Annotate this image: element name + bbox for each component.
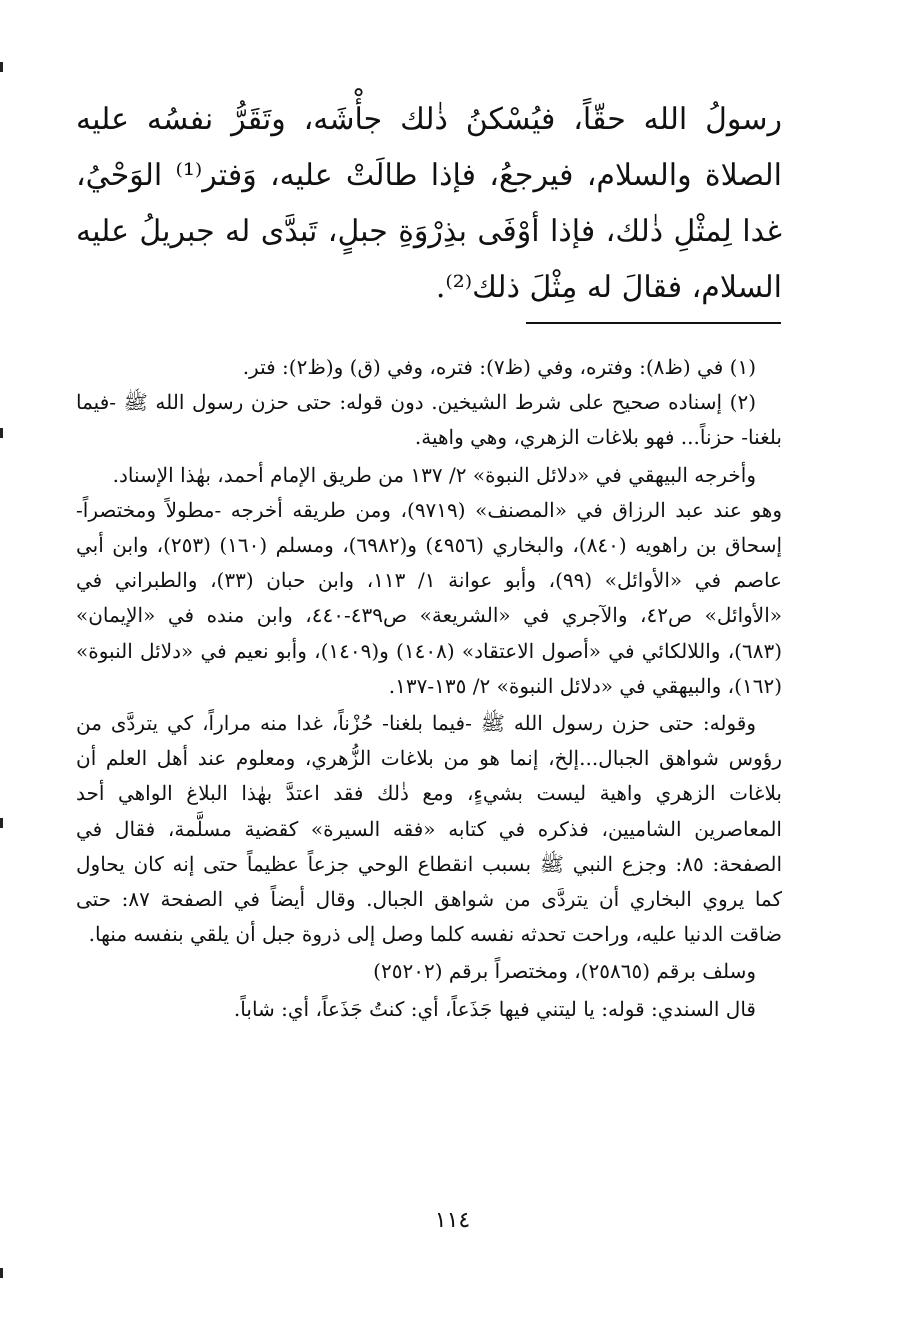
footnote-separator [526, 322, 781, 324]
footnote-2-sources: وهو عند عبد الرزاق في «المصنف» (٩٧١٩)، ومن طريقه أخرجه -مطولاً ومختصراً- إسحاق بن راهويه (٨٤٠)، والبخاري (٤٩٥٦) و(٦٩٨٢)، ومسلم (١٦٠) (٢٥٣)، وابن أبي عاصم في «الأوائل» (٩٩)، وأبو عوانة ١/ ١١٣، وابن حبان (٣٣)، والطبراني في «الأوائل» ص٤٢، والآجري في «الشريعة» ص٤٣٩-٤٤٠، وابن منده في «الإيمان» (٦٨٣)، واللالكائي في «أصول الاعتقاد» (١٤٠٨) و(١٤٠٩)، وأبو نعيم في «دلائل النبوة» (١٦٢)، والبيهقي في «دلائل النبوة» ٢/ ١٣٥-١٣٧. [76, 497, 783, 698]
page-number: ١١٤ [434, 1208, 471, 1233]
footnote-2-sindi-note: قال السندي: قوله: يا ليتني فيها جَذَعاً، أي: كنتُ جَذَعاً، أي: شاباً. [233, 996, 756, 1021]
main-paragraph: رسولُ الله حقّاً، فيُسْكنُ ذٰلك جأْشَه، وتَقَرُّ نفسُه عليه الصلاة والسلام، فيرجعُ، فإذا طالَتْ عليه، وَفتر⁽¹⁾ الوَحْيُ، غدا لِمثْلِ ذٰلك، فإذا أوْفَى بذِرْوَةِ جبلٍ، تَبدَّى له جبريلُ عليه السلام، فقالَ له مِثْلَ ذلك⁽²⁾. [76, 102, 782, 305]
scan-edge-mark [0, 428, 3, 438]
main-text-block [76, 92, 782, 316]
footnote-2-cross-reference: وسلف برقم (٢٥٨٦٥)، ومختصراً برقم (٢٥٢٠٢) [373, 959, 756, 984]
footnote-2-commentary: وقوله: حتى حزن رسول الله ﷺ -فيما بلغنا- حُزْناً، غدا منه مراراً، كي يتردَّى من رؤوس شواهق الجبال...إلخ، إنما هو من بلاغات الزُّهري، ومعلوم عند أهل العلم أن بلاغات الزهري واهية ليست بشيءٍ، ومع ذٰلك فقد اعتدَّ بهٰذا البلاغ الواهي أحد المعاصرين الشاميين، فذكره في كتابه «فقه السيرة» كقضية مسلَّمة، فقال في الصفحة: ٨٥: وجزع النبي ﷺ بسبب انقطاع الوحي جزعاً عظيماً حتى إنه كان يحاول كما يروي البخاري أن يتردَّى من شواهق الجبال. وقال أيضاً في الصفحة ٨٧: حتى ضاقت الدنيا عليه، وراحت تحدثه نفسه كلما وصل إلى ذروة جبل أن يلقي بنفسه منها. [76, 711, 783, 947]
scan-edge-mark [0, 1268, 3, 1278]
scan-edge-mark [0, 818, 3, 828]
footnote-1: (١) في (ظ٨): وفتره، وفي (ظ٧): فتره، وفي (ق) و(ظ٢): فتر. [242, 355, 756, 379]
footnote-2: (٢) إسناده صحيح على شرط الشيخين. دون قوله: حتى حزن رسول الله ﷺ -فيما بلغنا- حزناً... فهو بلاغات الزهري، وهي واهية. [76, 390, 782, 450]
footnotes-block [76, 350, 782, 1027]
footnote-2-takhrij: وأخرجه البيهقي في «دلائل النبوة» ٢/ ١٣٧ من طريق الإمام أحمد، بهٰذا الإسناد. [112, 462, 756, 487]
scan-edge-mark [0, 62, 3, 72]
